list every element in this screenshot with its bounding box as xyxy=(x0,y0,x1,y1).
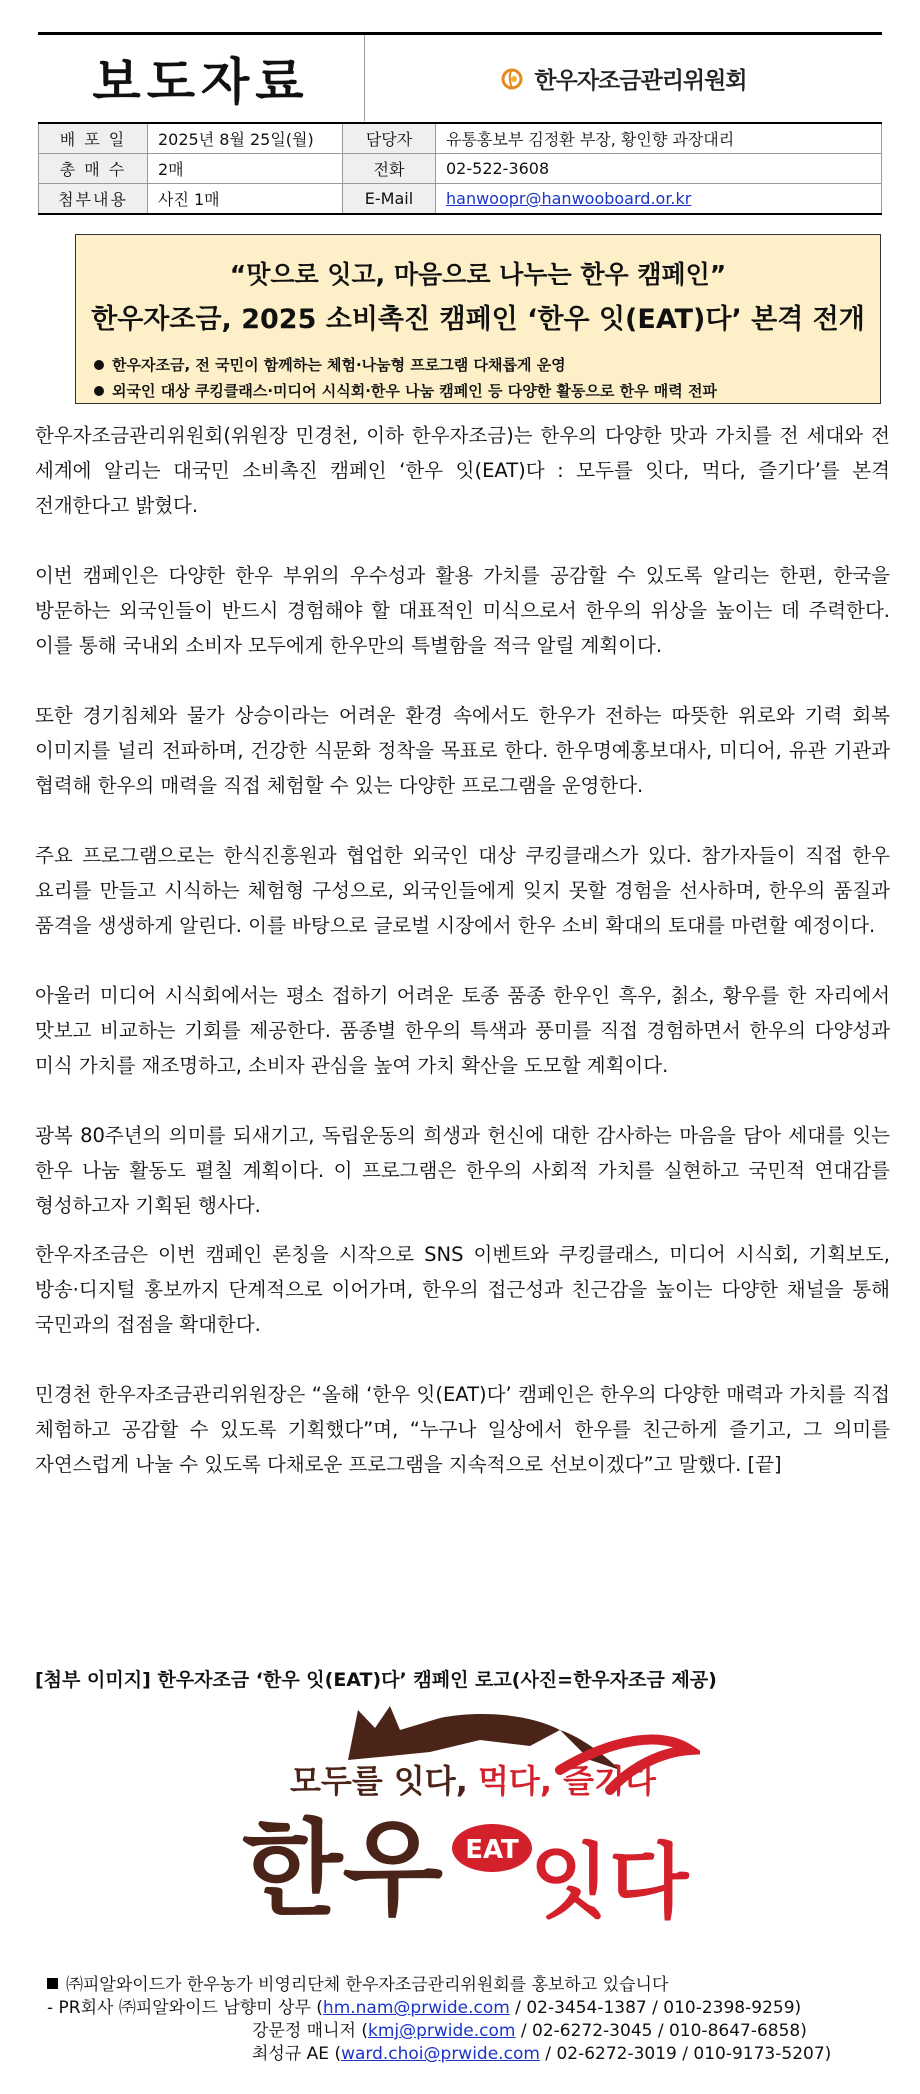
paragraph: 한우자조금은 이번 캠페인 론칭을 시작으로 SNS 이벤트와 쿠킹클래스, 미디어 시식회, 기획보도, 방송·디지털 홍보까지 단계적으로 이어가며, 한우의 접근성과 친근감을 높이는 다양한 채널을 통해 국민과의 접점을 확대한다. xyxy=(35,1243,890,1336)
paragraph: 한우자조금관리위원회(위원장 민경천, 이하 한우자조금)는 한우의 다양한 맛과 가치를 전 세대와 전 세계에 알리는 대국민 소비촉진 캠페인 ‘한우 잇(EAT)다 : 모두를 잇다, 먹다, 즐기다’를 본격 전개한다고 밝혔다. xyxy=(35,424,890,517)
meta-label: 첨부내용 xyxy=(39,184,148,215)
meta-label: E-Mail xyxy=(343,184,436,215)
meta-label: 총 매 수 xyxy=(39,154,148,184)
brand-name: 한우자조금관리위원회 xyxy=(534,67,747,94)
meta-label: 배 포 일 xyxy=(39,123,148,154)
meta-label: 전화 xyxy=(343,154,436,184)
logo-main-red: 잇다 xyxy=(530,1835,689,1930)
article-body xyxy=(35,418,890,1482)
campaign-logo xyxy=(230,1700,700,1930)
contact-email-link[interactable]: ward.choi@prwide.com xyxy=(341,2044,540,2064)
contact-suffix: / 02-6272-3045 / 010-8647-6858) xyxy=(515,2021,807,2041)
list-item xyxy=(94,352,880,378)
headline-quote: “맛으로 잇고, 마음으로 나누는 한우 캠페인” xyxy=(229,260,727,289)
meta-value: 사진 1매 xyxy=(148,184,343,215)
logo-main-dark: 한우 xyxy=(242,1808,443,1930)
paragraph: 또한 경기침체와 물가 상승이라는 어려운 환경 속에서도 한우가 전하는 따뜻한 위로와 기력 회복 이미지를 널리 전파하며, 건강한 식문화 정착을 목표로 한다. 한우명예홍보대사, 미디어, 유관 기관과 협력해 한우의 매력을 직접 체험할 수 있는 다양한 프로그램을 운영한다. xyxy=(35,704,890,797)
footer-notice xyxy=(47,1974,887,1997)
footer xyxy=(47,1974,887,2066)
paragraph: 광복 80주년의 의미를 되새기고, 독립운동의 희생과 헌신에 대한 감사하는 마음을 담아 세대를 잇는 한우 나눔 활동도 펼칠 계획이다. 이 프로그램은 한우의 사회적 가치를 실현하고 국민적 연대감를 형성하고자 기획된 행사다. xyxy=(35,1124,890,1217)
meta-table xyxy=(38,122,882,215)
meta-value: 02-522-3608 xyxy=(436,154,882,184)
title-cell xyxy=(38,35,365,121)
meta-value: 2025년 8월 25일(월) xyxy=(148,123,343,154)
footer-contact xyxy=(47,2020,887,2043)
page-title: 보도자료 xyxy=(92,53,310,111)
meta-value xyxy=(436,184,882,215)
brand-logo-icon xyxy=(500,66,524,90)
attachment-caption: [첨부 이미지] 한우자조금 ‘한우 잇(EAT)다’ 캠페인 로고(사진=한우자조금 제공) xyxy=(35,1669,717,1691)
logo-tagline-red: 먹다, 즐기다 xyxy=(478,1762,656,1800)
footer-notice-text: ㈜피알와이드가 한우농가 비영리단체 한우자조금관리위원회를 홍보하고 있습니다 xyxy=(66,1975,669,1995)
bullet-text: 한우자조금, 전 국민이 함께하는 체험·나눔형 프로그램 다채롭게 운영 xyxy=(112,356,566,374)
contact-suffix: / 02-6272-3019 / 010-9173-5207) xyxy=(539,2044,832,2064)
meta-label: 담당자 xyxy=(343,123,436,154)
list-item xyxy=(94,378,880,404)
logo-badge-text: EAT xyxy=(465,1835,519,1865)
headline-box xyxy=(75,234,881,404)
brand xyxy=(365,35,882,121)
headline-main: 한우자조금, 2025 소비촉진 캠페인 ‘한우 잇(EAT)다’ 본격 전개 xyxy=(91,304,865,335)
meta-value: 2매 xyxy=(148,154,343,184)
paragraph: 주요 프로그램으로는 한식진흥원과 협업한 외국인 대상 쿠킹클래스가 있다. 참가자들이 직접 한우 요리를 만들고 시식하는 체험형 구성으로, 외국인들에게 잊지 못할 경험을 선사하며, 한우의 품질과 품격을 생생하게 알린다. 이를 바탕으로 글로벌 시장에서 한우 소비 확대의 토대를 마련할 예정이다. xyxy=(35,844,890,937)
contact-suffix: / 02-3454-1387 / 010-2398-9259) xyxy=(509,1998,802,2018)
table-row xyxy=(39,123,882,154)
contact-prefix: 최성규 AE ( xyxy=(252,2044,342,2064)
footer-contact xyxy=(47,2043,887,2066)
headline-bullets xyxy=(76,352,880,404)
square-bullet-icon xyxy=(47,1978,58,1989)
table-row xyxy=(39,184,882,215)
paragraph: 이번 캠페인은 다양한 한우 부위의 우수성과 활용 가치를 공감할 수 있도록 알리는 한편, 한국을 방문하는 외국인들이 반드시 경험해야 할 대표적인 미식으로서 한우의 위상을 높이는 데 주력한다. 이를 통해 국내외 소비자 모두에게 한우만의 특별함을 적극 알릴 계획이다. xyxy=(35,564,890,657)
bullet-icon xyxy=(94,386,104,396)
paragraph: 민경천 한우자조금관리위원장은 “올해 ‘한우 잇(EAT)다’ 캠페인은 한우의 다양한 매력과 가치를 직접 체험하고 공감할 수 있도록 기획했다”며, “누구나 일상에서 한우를 친근하게 즐기고, 그 의미를 자연스럽게 나눌 수 있도록 다채로운 프로그램을 지속적으로 선보이겠다”고 말했다. [끝] xyxy=(35,1383,890,1476)
footer-contact xyxy=(47,1997,887,2020)
contact-prefix: 강문정 매니저 ( xyxy=(252,2021,368,2041)
contact-email-link[interactable]: kmj@prwide.com xyxy=(367,2021,516,2041)
paragraph: 아울러 미디어 시식회에서는 평소 접하기 어려운 토종 품종 한우인 흑우, 칡소, 황우를 한 자리에서 맛보고 비교하는 기회를 제공한다. 품종별 한우의 특색과 풍미를 직접 경험하면서 한우의 다양성과 미식 가치를 재조명하고, 소비자 관심을 높여 가치 확산을 도모할 계획이다. xyxy=(35,984,890,1077)
bullet-text: 외국인 대상 쿠킹클래스·미디어 시식회·한우 나눔 캠페인 등 다양한 활동으로 한우 매력 전파 xyxy=(112,382,717,400)
meta-value: 유통홍보부 김정환 부장, 황인향 과장대리 xyxy=(436,123,882,154)
contact-email-link[interactable]: hm.nam@prwide.com xyxy=(322,1998,510,2018)
bullet-icon xyxy=(94,360,104,370)
contact-email-link[interactable]: hanwoopr@hanwooboard.or.kr xyxy=(446,189,692,208)
table-row xyxy=(39,154,882,184)
logo-tagline-dark: 모두를 잇다, xyxy=(290,1762,468,1800)
contact-prefix: - PR회사 ㈜피알와이드 남향미 상무 ( xyxy=(47,1998,323,2018)
header xyxy=(38,35,882,121)
